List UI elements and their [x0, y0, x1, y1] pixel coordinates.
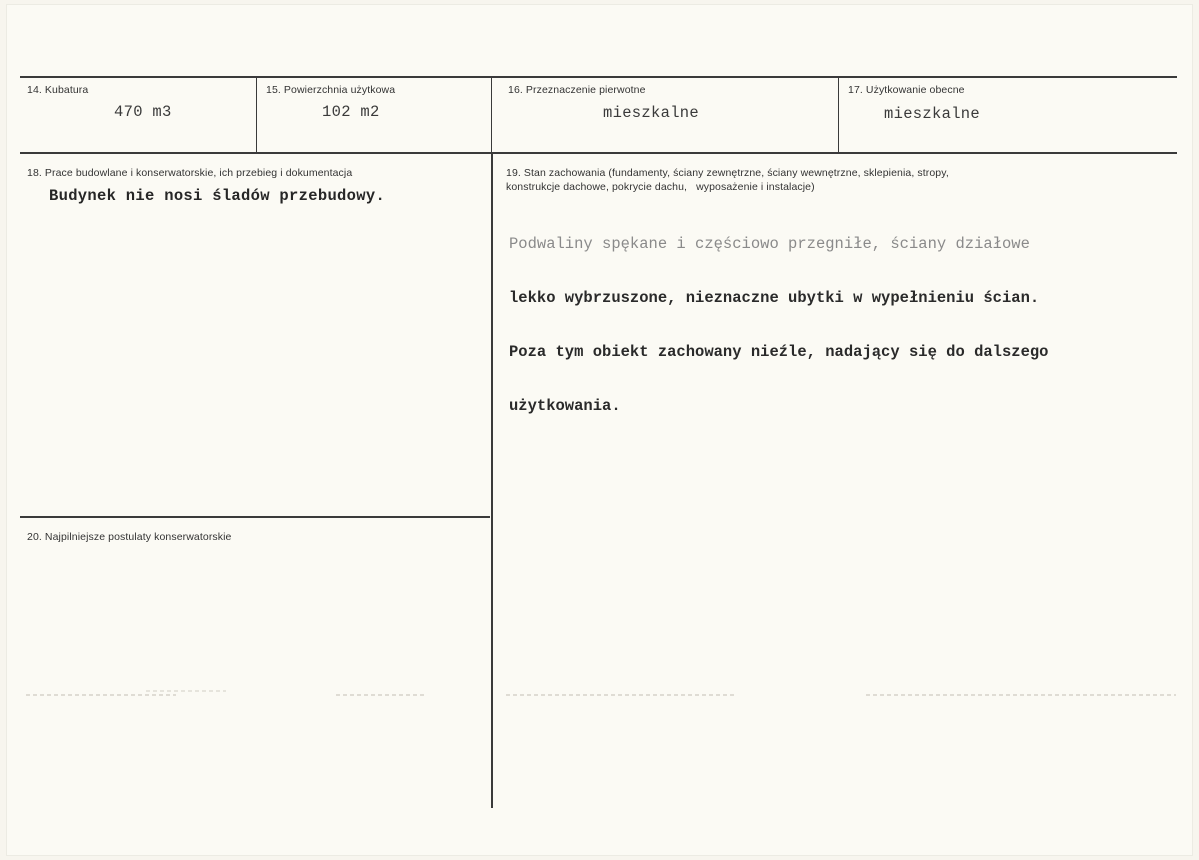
col-sep-1 [256, 77, 257, 153]
stan-value-line: Podwaliny spękane i częściowo przegniłe, ściany działowe [509, 235, 1030, 253]
main-col-sep [491, 153, 493, 808]
col-sep-3 [838, 77, 839, 153]
prace-value: Budynek nie nosi śladów przebudowy. [49, 187, 386, 205]
stan-value [509, 199, 1049, 451]
stan-value-line: Poza tym obiekt zachowany nieźle, nadający się do dalszego [509, 343, 1049, 361]
paper-smudge [506, 694, 736, 696]
paper-smudge [866, 694, 1176, 696]
stan-value-line: lekko wybrzuszone, nieznaczne ubytki w wypełnieniu ścian. [509, 289, 1040, 307]
stan-label-line2: konstrukcje dachowe, pokrycie dachu, wyposażenie i instalacje) [506, 181, 815, 193]
prace-label: 18. Prace budowlane i konserwatorskie, ich przebieg i dokumentacja [27, 167, 353, 179]
stan-label-line1: 19. Stan zachowania (fundamenty, ściany zewnętrzne, ściany wewnętrzne, sklepienia, stropy, [506, 167, 949, 179]
przeznaczenie-value: mieszkalne [603, 104, 700, 122]
top-rule [20, 76, 1177, 78]
postulaty-label: 20. Najpilniejsze postulaty konserwatorskie [27, 531, 232, 543]
col-sep-2 [491, 77, 492, 153]
paper-smudge [26, 694, 176, 696]
paper-smudge [146, 690, 226, 692]
powierzchnia-value: 102 m2 [322, 103, 380, 121]
row2-divider-rule [20, 516, 490, 518]
kubatura-label: 14. Kubatura [27, 84, 89, 96]
uzytkowanie-value: mieszkalne [884, 105, 981, 123]
powierzchnia-label: 15. Powierzchnia użytkowa [266, 84, 396, 96]
record-card [6, 4, 1193, 856]
uzytkowanie-label: 17. Użytkowanie obecne [848, 84, 965, 96]
stan-value-line: użytkowania. [509, 397, 621, 415]
paper-smudge [336, 694, 426, 696]
przeznaczenie-label: 16. Przeznaczenie pierwotne [508, 84, 646, 96]
row1-bottom-rule [20, 152, 1177, 154]
kubatura-value: 470 m3 [114, 103, 172, 121]
